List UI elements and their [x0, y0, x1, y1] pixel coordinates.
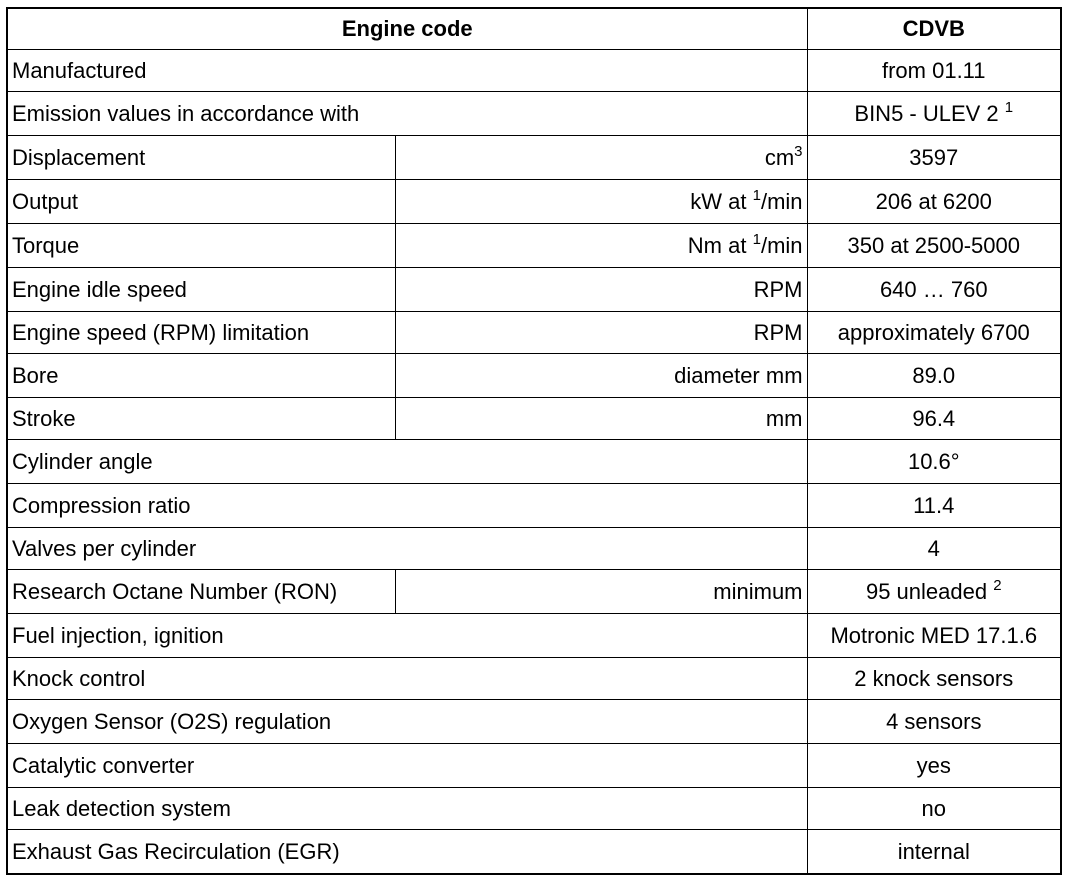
table-row — [7, 268, 1061, 312]
row-value: 2 knock sensors — [807, 658, 1061, 700]
row-value: 350 at 2500-5000 — [807, 224, 1061, 268]
row-label: Leak detection system — [7, 788, 807, 830]
row-label: Catalytic converter — [7, 744, 807, 788]
table-row — [7, 92, 1061, 136]
unit-superscript: 1 — [752, 230, 761, 248]
unit-text: /min — [760, 232, 803, 258]
row-label: Fuel injection, ignition — [7, 614, 807, 658]
table-row — [7, 398, 1061, 440]
row-label: Engine idle speed — [7, 268, 395, 312]
row-unit: RPM — [395, 268, 807, 312]
row-unit: RPM — [395, 312, 807, 354]
row-label: Output — [7, 180, 395, 224]
row-label: Displacement — [7, 136, 395, 180]
row-unit: minimum — [395, 570, 807, 614]
unit-superscript: 3 — [794, 142, 803, 160]
row-label: Manufactured — [7, 50, 807, 92]
table-row — [7, 614, 1061, 658]
table-row — [7, 570, 1061, 614]
row-value — [807, 92, 1061, 136]
unit-text: kW at — [690, 188, 747, 214]
row-unit — [395, 136, 807, 180]
table-row — [7, 658, 1061, 700]
row-value: 89.0 — [807, 354, 1061, 398]
unit-superscript: 1 — [752, 186, 761, 204]
row-value: 96.4 — [807, 398, 1061, 440]
footnote-ref: 2 — [993, 576, 1002, 594]
row-value: internal — [807, 830, 1061, 875]
row-label: Stroke — [7, 398, 395, 440]
row-value: 206 at 6200 — [807, 180, 1061, 224]
row-label: Engine speed (RPM) limitation — [7, 312, 395, 354]
header-value: CDVB — [807, 8, 1061, 50]
row-label: Bore — [7, 354, 395, 398]
footnote-ref: 1 — [1004, 98, 1014, 116]
header-label: Engine code — [7, 8, 807, 50]
row-value: 640 … 760 — [807, 268, 1061, 312]
header-row — [7, 8, 1061, 50]
row-unit: diameter mm — [395, 354, 807, 398]
row-value-text: 95 unleaded — [865, 578, 988, 604]
row-unit — [395, 180, 807, 224]
table-row — [7, 312, 1061, 354]
row-value: yes — [807, 744, 1061, 788]
row-value: 10.6° — [807, 440, 1061, 484]
unit-text: /min — [760, 188, 803, 214]
row-value: Motronic MED 17.1.6 — [807, 614, 1061, 658]
table-row — [7, 788, 1061, 830]
row-value: 3597 — [807, 136, 1061, 180]
row-value: approximately 6700 — [807, 312, 1061, 354]
row-label: Knock control — [7, 658, 807, 700]
table-row — [7, 440, 1061, 484]
row-value: from 01.11 — [807, 50, 1061, 92]
table-row — [7, 744, 1061, 788]
table-row — [7, 484, 1061, 528]
unit-text: Nm at — [687, 232, 747, 258]
row-value: 4 — [807, 528, 1061, 570]
table-row — [7, 354, 1061, 398]
row-label: Cylinder angle — [7, 440, 807, 484]
engine-spec-table — [6, 7, 1062, 875]
row-unit — [395, 224, 807, 268]
row-label: Oxygen Sensor (O2S) regulation — [7, 700, 807, 744]
table-row — [7, 224, 1061, 268]
row-label: Exhaust Gas Recirculation (EGR) — [7, 830, 807, 875]
row-value-text: BIN5 - ULEV 2 — [854, 100, 999, 126]
row-label: Emission values in accordance with — [7, 92, 807, 136]
row-label: Torque — [7, 224, 395, 268]
row-value: no — [807, 788, 1061, 830]
row-value: 4 sensors — [807, 700, 1061, 744]
row-label: Compression ratio — [7, 484, 807, 528]
table-row — [7, 136, 1061, 180]
row-label: Valves per cylinder — [7, 528, 807, 570]
table-row — [7, 830, 1061, 875]
table-row — [7, 180, 1061, 224]
table-row — [7, 700, 1061, 744]
row-unit: mm — [395, 398, 807, 440]
row-value: 11.4 — [807, 484, 1061, 528]
table-row — [7, 50, 1061, 92]
row-value — [807, 570, 1061, 614]
table-row — [7, 528, 1061, 570]
unit-text: cm — [764, 144, 795, 170]
row-label: Research Octane Number (RON) — [7, 570, 395, 614]
